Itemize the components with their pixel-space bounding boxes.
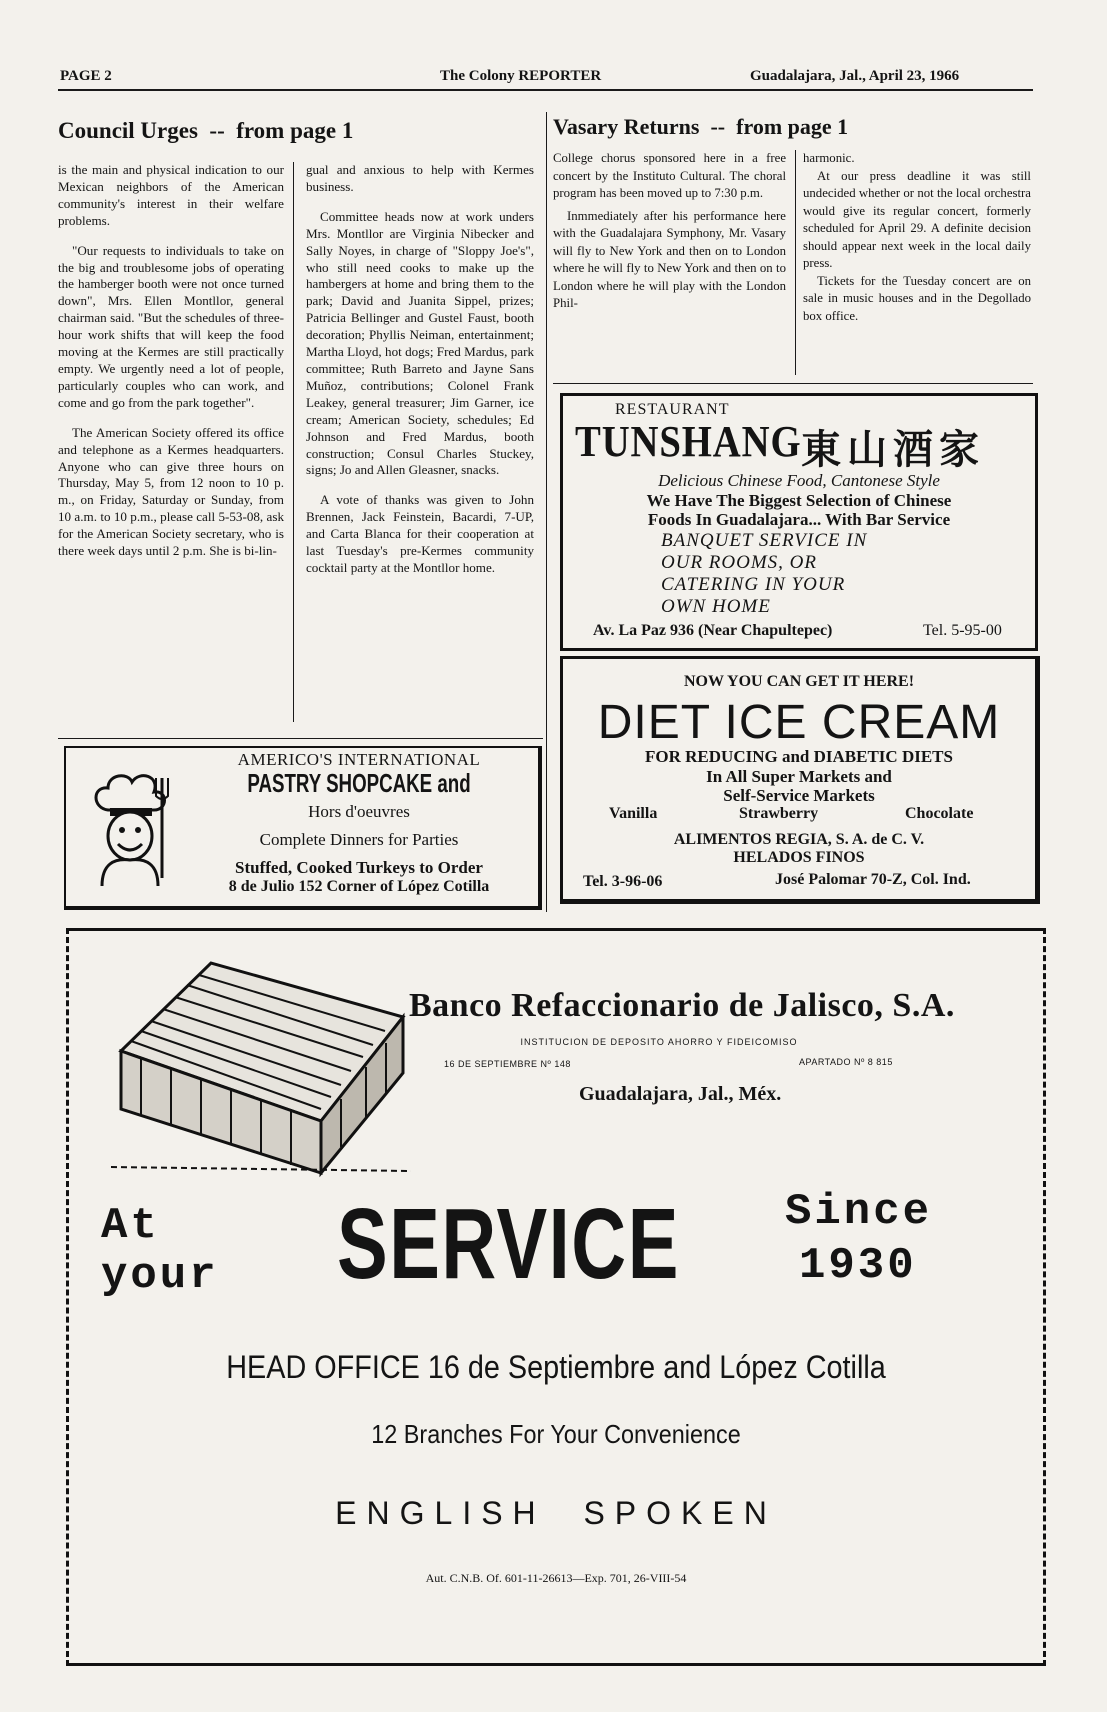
tunshang-name: TUNSHANG [575,417,802,466]
tunshang-label: RESTAURANT [615,401,730,418]
council-column-1 [58,162,284,573]
head-office: HEAD OFFICE 16 de Septiembre and López Cotilla [226,1349,886,1385]
vasary-paragraph: Tickets for the Tuesday concert are on sale in music houses and in the Degollado box office. [803,273,1031,323]
banquet-line: OUR ROOMS, OR [661,552,818,573]
banquet-line: OWN HOME [661,596,771,617]
council-paragraph: A vote of thanks was given to John Brennen, Jack Feinstein, Bacardi, 7-UP, and Carta Blanca for their cooperation at last Tuesday's pre-Kermes community cocktail party at the Montllor home. [306,492,534,575]
council-headline: Council Urges -- from page 1 [58,118,354,143]
americo-ad [64,746,542,910]
tunshang-chinese-name: 東山酒家 [801,426,985,473]
diet-address: José Palomar 70-Z, Col. Ind. [775,871,971,888]
diet-markets: Self-Service Markets [723,786,875,805]
diet-markets: In All Super Markets and [706,767,892,786]
council-paragraph: "Our requests to individuals to take on the big and troublesome jobs of operating the hamberger booth were not once turned down", Mrs. Ellen Montllor, general chairman said. "But the schedules of three-hour work shifts that will keep the food moving at the Kermes are still practically empty. We urgently need a lot of people, particularly couples who can work, and come and go from the park together". [58,242,284,410]
diet-ice-cream-ad [560,656,1040,904]
tunshang-banquet [661,530,867,618]
newspaper-name: The Colony REPORTER [440,68,602,84]
column-divider [293,162,294,722]
diet-company: HELADOS FINOS [733,849,865,866]
section-rule [553,383,1033,384]
vasary-column-2 [803,150,1031,325]
council-paragraph: Committee heads now at work unders Mrs. Montllor are Virginia Nibecker and Sally Noyes, in charge of "Sloppy Joe's", who still need cooks to make up the hambergers at home and bring them to the park; David and Juanita Sippel, prizes; Patricia Bellinger and Gustel Faust, booth decoration; Phyllis Neiman, entertainment; Martha Lloyd, hot dogs; Fred Mardus, park committee; Ruth Barreto and Jayne Sans Muñoz, contributions; Colonel Frank Leakey, general treasurer; Jim Garner, ice cream; American Society, schedules; Ed Johnson and Fred Mardus, booth construction; Consul Charles Stuckey, signs; Jo and Allen Gleasner, snacks. [306,208,534,478]
americo-address: 8 de Julio 152 Corner of López Cotilla [228,878,490,895]
header-rule [58,89,1033,91]
diet-for: FOR REDUCING and DIABETIC DIETS [645,747,953,766]
dateline: Guadalajara, Jal., April 23, 1966 [750,68,960,84]
vasary-headline: Vasary Returns -- from page 1 [553,114,849,139]
vasary-paragraph: harmonic. [803,151,855,165]
bank-city: Guadalajara, Jal., Méx. [579,1083,782,1105]
authorization: Aut. C.N.B. Of. 601-11-26613—Exp. 701, 26-VIII-54 [425,1571,687,1585]
diet-now: NOW YOU CAN GET IT HERE! [683,673,915,690]
americo-turkeys: Stuffed, Cooked Turkeys to Order [235,858,483,877]
column-divider [546,112,547,912]
americo-dinners: Complete Dinners for Parties [259,830,459,849]
council-paragraph: gual and anxious to help with Kermes business. [306,162,534,194]
banco-ad [66,928,1046,1666]
your-text: your [101,1251,219,1301]
tunshang-ad [560,393,1038,651]
diet-flavor: Vanilla [609,805,658,822]
diet-flavor: Strawberry [739,805,819,822]
bank-apartado: APARTADO Nº 8 815 [799,1057,893,1067]
tunshang-selection: Foods In Guadalajara... With Bar Service [647,510,951,529]
tunshang-address: Av. La Paz 936 (Near Chapultepec) [593,622,833,639]
service-text: SERVICE [337,1188,680,1300]
at-text: At [101,1201,160,1251]
vasary-paragraph: Inmmediately after his performance here with the Guadalajara Symphony, Mr. Vasary will fly to New York and then on to London where he will fly to New York and then on to London where he will play with the London Phil- [553,208,786,310]
year-text: 1930 [799,1241,917,1291]
bank-building-icon [111,959,411,1179]
bank-subtitle: INSTITUCION DE DEPOSITO AHORRO Y FIDEICOMISO [520,1037,798,1047]
chef-icon [84,768,176,886]
diet-phone: Tel. 3-96-06 [583,873,663,890]
council-paragraph: is the main and physical indication to our Mexican neighbors of the American community's interest in their welfare problems. [58,162,284,228]
tunshang-selection: We Have The Biggest Selection of Chinese [646,491,952,510]
vasary-paragraph: At our press deadline it was still undecided whether or not the local orchestra would give its regular concert, formerly scheduled for April 29. A definite decision should appear next week in the local daily press. [803,168,1031,270]
council-column-2 [306,162,534,590]
americo-hors: Hors d'oeuvres [308,802,410,821]
branches: 12 Branches For Your Convenience [371,1419,741,1449]
english-spoken: ENGLISH SPOKEN [335,1495,777,1531]
page-number: PAGE 2 [60,68,112,84]
americo-product: PASTRY SHOPCAKE and [247,768,471,798]
banquet-line: CATERING IN YOUR [661,574,846,595]
column-divider [795,150,796,375]
bank-name: Banco Refaccionario de Jalisco, S.A. [409,987,955,1024]
vasary-column-1 [553,150,786,326]
banquet-line: BANQUET SERVICE IN [661,530,868,551]
council-paragraph: The American Society offered its office and telephone as a Kermes headquarters. Anyone who can give three hours on Thursday, May 5, from 12 noon to 10 p. m., on Friday, Saturday or Sunday, from 10 a.m. to 10 p.m., please call 5-53-08, ask for the American Society secretary, who is there week days until 2 p.m. She is bi-lin- [58,424,284,559]
tunshang-phone: Tel. 5-95-00 [923,622,1002,639]
diet-title: DIET ICE CREAM [597,696,1001,749]
americo-title: AMERICO'S INTERNATIONAL [237,750,481,769]
section-rule [58,738,543,739]
tunshang-tagline: Delicious Chinese Food, Cantonese Style [658,471,940,490]
diet-flavor: Chocolate [905,805,974,822]
vasary-paragraph: College chorus sponsored here in a free concert by the Instituto Cultural. The choral program has been moved up to 7:30 p.m. [553,151,786,200]
since-text: Since [785,1187,933,1237]
diet-company: ALIMENTOS REGIA, S. A. de C. V. [673,831,925,848]
bank-street: 16 DE SEPTIEMBRE Nº 148 [444,1059,571,1069]
